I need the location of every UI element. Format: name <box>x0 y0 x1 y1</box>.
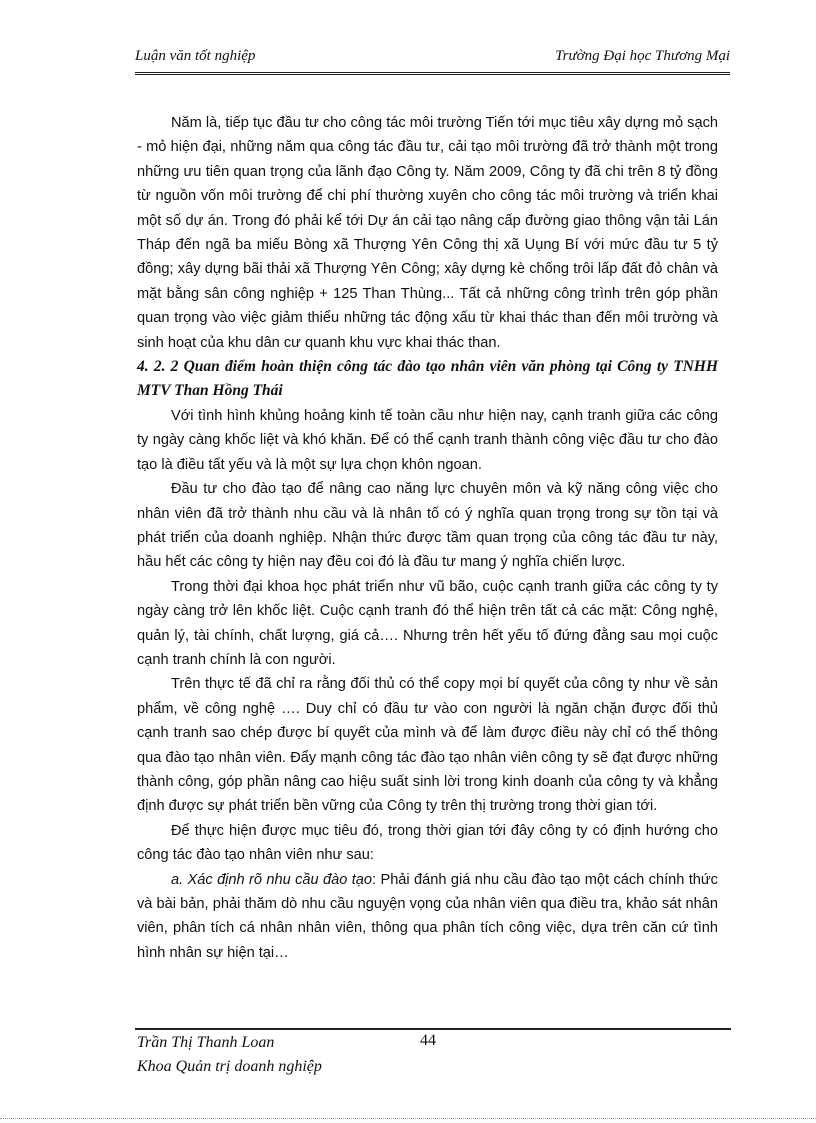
page-number: 44 <box>420 1032 436 1049</box>
footer-faculty: Khoa Quản trị doanh nghiệp <box>137 1058 322 1075</box>
paragraph-environment: Năm là, tiếp tục đầu tư cho công tác môi trường Tiến tới mục tiêu xây dựng mỏ sạch - mỏ hiện đại, những năm qua công tác đầu tư, cải tạo môi trường đã trở thành một trong những ưu tiên quan trọng của lãnh đạo Công ty. Năm 2009, Công ty đã chi trên 8 tỷ đồng từ nguồn vốn môi trường để chi phí thường xuyên cho công tác môi trường và triển khai một số dự án. Trong đó phải kể tới Dự án cải tạo nâng cấp đường giao thông vận tải Lán Tháp đến ngã ba miếu Bòng xã Thượng Yên Công thị xã Uụng Bí với mức đầu tư 5 tỷ đồng; xây dựng bãi thải xã Thượng Yên Công; xây dựng kè chống trôi lấp đất đỏ chân và mặt bằng sân công nghiệp + 125 Than Thùng... Tất cả những công trình trên góp phần quan trọng vào việc giảm thiểu những tác động xấu từ khai thác than đến môi trường và sinh hoạt của khu dân cư quanh khu vực khai thác than. <box>137 115 718 351</box>
paragraph-training-investment: Đầu tư cho đào tạo để nâng cao năng lực chuyên môn và kỹ năng công việc cho nhân viên đã trở thành nhu cầu và là nhân tố có ý nghĩa quan trọng trong sự tồn tại và phát triển của doanh nghiệp. Nhận thức được tầm quan trọng của công tác đầu tư này, hầu hết các công ty hiện nay đều coi đó là đầu tư mang ý nghĩa chiến lược. <box>137 481 718 571</box>
paragraph-orientation: Để thực hiện được mục tiêu đó, trong thời gian tới đây công ty có định hướng cho công tác đào tạo nhân viên như sau: <box>137 822 718 864</box>
footer-divider <box>135 1028 731 1030</box>
section-heading: 4. 2. 2 Quan điểm hoàn thiện công tác đào tạo nhân viên văn phòng tại Công ty TNHH MTV Than Hồng Thái <box>137 358 718 400</box>
paragraph-technology-era: Trong thời đại khoa học phát triển như vũ bão, cuộc cạnh tranh giữa các công ty ty ngày càng trở lên khốc liệt. Cuộc cạnh tranh đó thể hiện trên tất cả các mặt: Công nghệ, quản lý, tài chính, chất lượng, giá cả…. Nhưng trên hết yếu tố đứng đằng sau mọi cuộc cạnh tranh chính là con người. <box>137 578 718 668</box>
paragraph-training-needs <box>137 868 718 966</box>
paragraph-competition: Với tình hình khủng hoảng kinh tế toàn cầu như hiện nay, cạnh tranh giữa các công ty ngày càng khốc liệt và khó khăn. Để có thể cạnh tranh thành công việc đầu tư cho đào tạo là điều tất yếu và là một sự lựa chọn khôn ngoan. <box>137 407 718 473</box>
header-left-title: Luận văn tốt nghiệp <box>135 48 256 64</box>
page-bottom-edge <box>0 1118 816 1119</box>
training-needs-text: : Phải đánh giá nhu cầu đào tạo một cách chính thức và bài bản, phải thăm dò nhu cầu nguyện vọng của nhân viên qua điều tra, khảo sát nhân viên, phân tích cá nhân nhân viên, thông qua phân tích công việc, dựa trên căn cứ tình hình nhân sự hiện tại… <box>137 871 718 961</box>
document-body <box>137 111 718 965</box>
header-right-title: Trường Đại học Thương Mại <box>555 48 730 64</box>
footer-author: Trần Thị Thanh Loan <box>137 1034 275 1051</box>
paragraph-human-factor: Trên thực tế đã chỉ ra rằng đối thủ có thể copy mọi bí quyết của công ty như về sản phẩm, về công nghệ …. Duy chỉ có đầu tư vào con người là ngăn chặn được đối thủ cạnh tranh sao chép được bí quyết của mình và để làm được điều này chỉ có thể thông qua đào tạo nhân viên. Đẩy mạnh công tác đào tạo nhân viên công ty sẽ đạt được những thành công, góp phần nâng cao hiệu suất sinh lời trong kinh doanh của công ty và khẳng định được sự phát triển bền vững của Công ty trên thị trường trong thời gian tới. <box>137 676 718 815</box>
page-header <box>135 48 730 75</box>
training-needs-label: a. Xác định rõ nhu cầu đào tạo <box>171 871 373 888</box>
